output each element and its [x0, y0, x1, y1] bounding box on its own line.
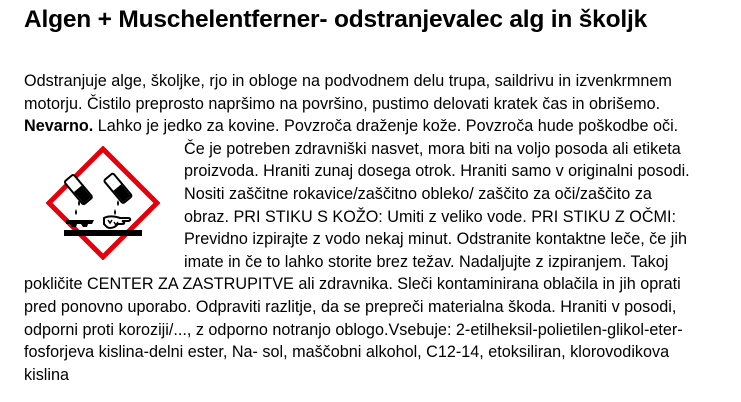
precaution-line: Nositi zaščitne rokavice/zaščitno obleko/ zaščito za oči/zaščito za: [184, 184, 652, 203]
description-line: motorju. Čistilo preprosto napršimo na površino, pustimo delovati kratek čas in obrišemo.: [24, 94, 661, 113]
hazard-statement-text: Lahko je jedko za kovine. Povzroča draženje kože. Povzroča hude poškodbe oči.: [93, 117, 679, 136]
hazard-first-line: [24, 115, 736, 138]
precaution-line: Če je potreben zdravniški nasvet, mora biti na voljo posoda ali etiketa: [184, 139, 681, 158]
precaution-line: obraz. PRI STIKU S KOŽO: Umiti z veliko vode. PRI STIKU Z OČMI:: [184, 207, 677, 226]
precaution-line: Previdno izpirajte z vodo nekaj minut. Odstranite kontaktne leče, če jih: [184, 230, 687, 249]
precaution-line: proizvoda. Hraniti zunaj dosega otrok. Hraniti samo v originalni posodi.: [184, 162, 690, 181]
precaution-line: pred ponovno uporabo. Odpraviti razlitje, da se prepreči materialna škoda. Hraniti v posodi,: [24, 297, 677, 316]
composition-line: kislina: [24, 365, 69, 384]
precaution-line: imate in če to lahko storite brez težav. Nadaljujte z izpiranjem. Takoj: [184, 252, 669, 271]
precaution-line: odporni proti koroziji/..., z odporno notranjo oblogo.Vsebuje: 2-etilheksil-polietilen-glikol-eter-: [24, 320, 683, 339]
precaution-line: pokličite CENTER ZA ZASTRUPITVE ali zdravnika. Sleči kontaminirana oblačila in jih oprati: [24, 275, 681, 294]
product-description: [24, 70, 736, 115]
composition-line: fosforjeva kislina-delni ester, Na- sol, maščobni alkohol, C12-14, etoksiliran, klorovodikova: [24, 343, 670, 362]
product-title: Algen + Muschelentferner- odstranjevalec alg in školjk: [24, 6, 647, 33]
signal-word: Nevarno.: [24, 117, 94, 136]
description-line: Odstranjuje alge, školjke, rjo in obloge na podvodnem delu trupa, saildrivu in izvenkrmnem: [24, 72, 672, 90]
corrosion-ghs05-icon: [46, 146, 160, 260]
